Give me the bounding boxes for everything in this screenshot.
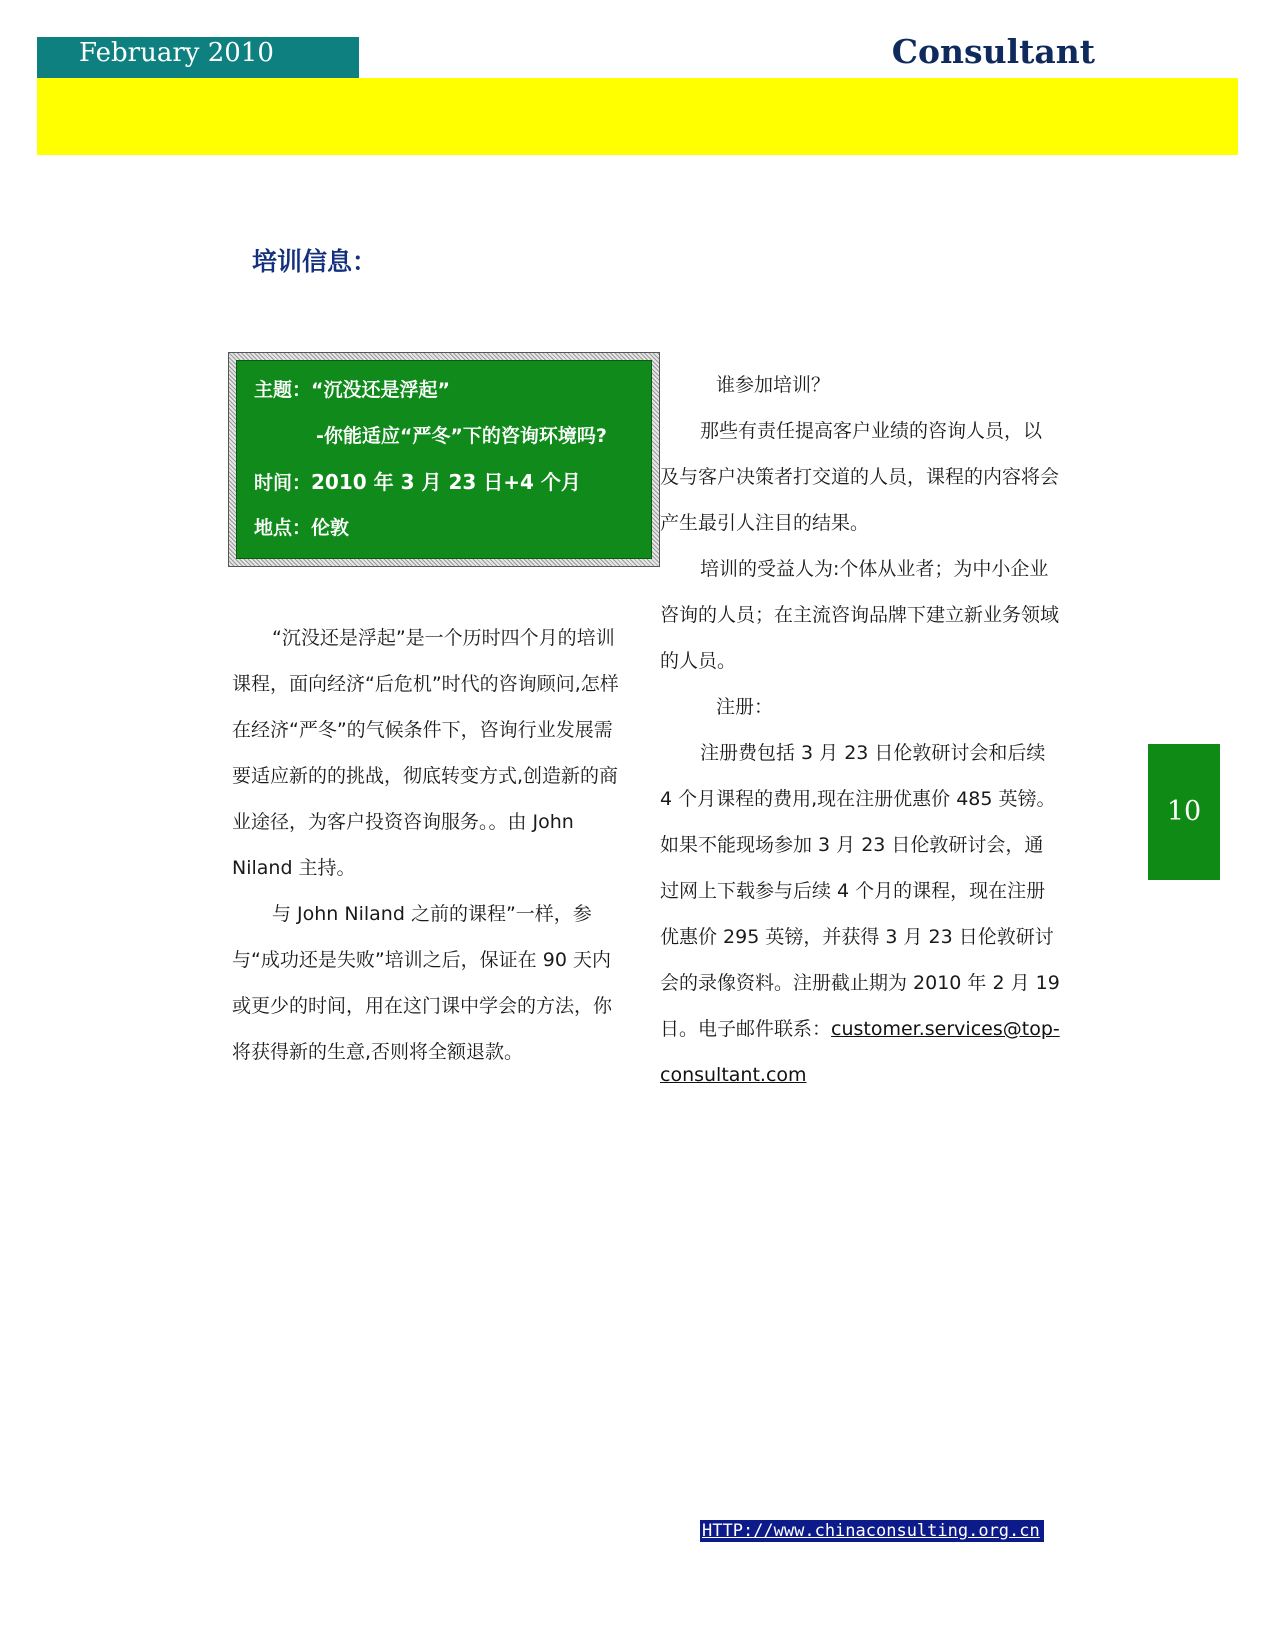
topic-label: 主题： bbox=[254, 379, 312, 401]
left-paragraph-1: “沉没还是浮起”是一个历时四个月的培训课程，面向经济“后危机”时代的咨询顾问,怎样在经济“严冬”的气候条件下，咨询行业发展需要适应新的的挑战，彻底转变方式,创造新的商业途径，为客户投资咨询服务。。由 John Niland 主持。 bbox=[232, 627, 619, 879]
topic-value: “沉没还是浮起” bbox=[311, 379, 450, 401]
section-heading: 培训信息： bbox=[252, 247, 378, 276]
place-label: 地点： bbox=[254, 517, 312, 539]
left-column bbox=[232, 615, 622, 1075]
who-attends-heading: 谁参加培训？ bbox=[716, 374, 831, 396]
subtitle-line bbox=[254, 423, 651, 469]
time-line bbox=[254, 469, 651, 515]
topic-subtitle: -你能适应“严冬”下的咨询环境吗? bbox=[316, 425, 607, 447]
footer-url-link[interactable]: HTTP://www.chinaconsulting.org.cn bbox=[700, 1520, 1044, 1542]
magazine-title: Consultant bbox=[891, 32, 1095, 71]
right-paragraph-2: 培训的受益人为:个体从业者；为中小企业咨询的人员；在主流咨询品牌下建立新业务领域的人员。 bbox=[660, 558, 1060, 672]
page-number: 10 bbox=[1148, 744, 1220, 880]
left-paragraph-2: 与 John Niland 之前的课程”一样，参与“成功还是失败”培训之后，保证在 90 天内或更少的时间，用在这门课中学会的方法，你将获得新的生意,否则将全额退款。 bbox=[232, 903, 613, 1063]
training-info-box bbox=[228, 352, 660, 567]
time-value: 2010 年 3 月 23 日+4 个月 bbox=[311, 470, 581, 494]
issue-date-tab bbox=[37, 37, 359, 78]
header-band bbox=[37, 78, 1238, 155]
issue-date: February 2010 bbox=[79, 38, 274, 68]
right-paragraph-3 bbox=[660, 730, 1060, 1098]
contact-email-link[interactable]: customer.services@top-consultant.com bbox=[660, 1018, 1060, 1086]
place-line bbox=[254, 515, 651, 561]
right-column bbox=[660, 362, 1060, 1098]
right-paragraph-1: 那些有责任提高客户业绩的咨询人员，以及与客户决策者打交道的人员，课程的内容将会产生最引人注目的结果。 bbox=[660, 420, 1060, 534]
registration-text: 注册费包括 3 月 23 日伦敦研讨会和后续 4 个月课程的费用,现在注册优惠价 485 英镑。如果不能现场参加 3 月 23 日伦敦研讨会，通过网上下载参与后续 4 个月的课程，现在注册优惠价 295 英镑，并获得 3 月 23 日伦敦研讨会的录像资料。注册截止期为 2010 年 2 月 19 日。电子邮件联系： bbox=[660, 742, 1060, 1040]
training-info-panel bbox=[236, 360, 652, 559]
time-label: 时间： bbox=[254, 472, 312, 494]
registration-heading: 注册： bbox=[716, 696, 774, 718]
topic-line bbox=[254, 377, 651, 423]
place-value: 伦敦 bbox=[311, 517, 350, 539]
